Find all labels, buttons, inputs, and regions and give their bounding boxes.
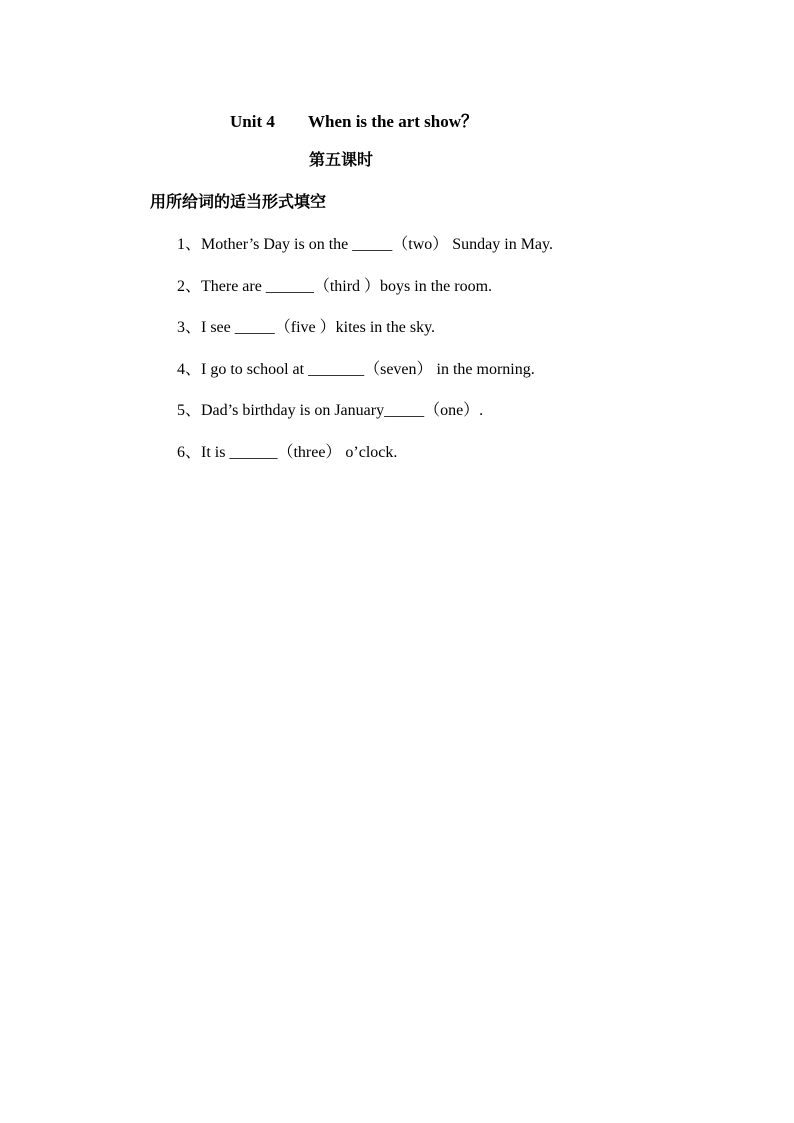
title-question: When is the art show？ bbox=[308, 112, 479, 131]
question-4: 4、I go to school at _______（seven） in the morning. bbox=[177, 360, 535, 378]
question-2: 2、There are ______（third ）boys in the room. bbox=[177, 277, 493, 295]
page-title bbox=[230, 107, 478, 132]
question-1: 1、Mother’s Day is on the _____（two） Sunday in May. bbox=[177, 236, 553, 253]
exercise-instruction: 用所给词的适当形式填空 bbox=[150, 192, 327, 211]
question-list bbox=[177, 231, 553, 481]
unit-label: Unit 4 bbox=[230, 112, 275, 131]
question-6: 6、It is ______（three） o’clock. bbox=[177, 443, 398, 461]
question-3: 3、I see _____（five ）kites in the sky. bbox=[177, 319, 436, 337]
question-5: 5、Dad’s birthday is on January_____（one）. bbox=[177, 402, 484, 420]
lesson-subtitle: 第五课时 bbox=[309, 150, 374, 169]
